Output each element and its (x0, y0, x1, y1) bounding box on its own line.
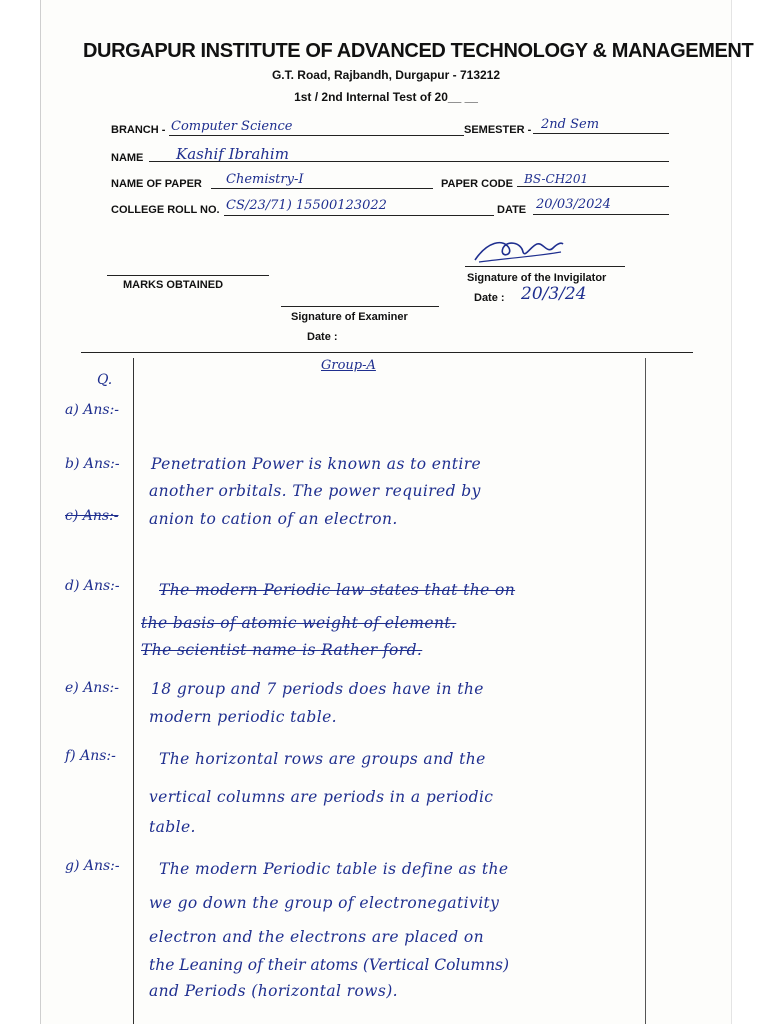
invigilator-date-value: 20/3/24 (521, 284, 587, 304)
answer-g-line3: electron and the electrons are placed on (149, 928, 484, 946)
examiner-label: Signature of Examiner (291, 311, 408, 323)
roll-value: CS/23/71) 15500123022 (226, 198, 387, 213)
paper-underline (211, 188, 433, 189)
answer-g-line1: The modern Periodic table is define as the (159, 860, 509, 878)
answer-d-line3: The scientist name is Rather ford. (141, 641, 423, 659)
date-value: 20/03/2024 (536, 197, 611, 212)
answer-c-label: c) Ans:- (65, 508, 119, 524)
semester-value: 2nd Sem (541, 117, 600, 132)
answer-d-line2: the basis of atomic weight of element. (141, 614, 457, 632)
name-underline (149, 161, 669, 162)
answer-e-line1: 18 group and 7 periods does have in the (151, 680, 484, 698)
answer-d-line1: The modern Periodic law states that the on (159, 581, 516, 599)
header-separator (81, 352, 693, 353)
marks-line (107, 275, 269, 276)
group-heading: Group-A (321, 358, 376, 373)
branch-value: Computer Science (171, 119, 293, 134)
answer-g-line5: and Periods (horizontal rows). (149, 982, 398, 1000)
semester-label: SEMESTER - (464, 124, 532, 136)
answer-margin-line (133, 358, 134, 1024)
paper-label: NAME OF PAPER (111, 178, 202, 190)
answer-d-label: d) Ans:- (65, 578, 120, 594)
invigilator-signature (469, 232, 565, 268)
answer-b-line2: another orbitals. The power required by (149, 482, 481, 500)
test-title: 1st / 2nd Internal Test of 20__ __ (294, 90, 478, 104)
paper-value: Chemistry-I (226, 172, 304, 187)
name-label: NAME (111, 152, 144, 164)
invigilator-sign-line (465, 266, 625, 267)
answer-b-line1: Penetration Power is known as to entire (151, 455, 482, 473)
answer-f-line2: vertical columns are periods in a periodic (149, 788, 494, 806)
paper-code-label: PAPER CODE (441, 178, 513, 190)
answer-f-line1: The horizontal rows are groups and the (159, 750, 486, 768)
roll-label: COLLEGE ROLL NO. (111, 204, 220, 216)
examiner-date-label: Date : (307, 331, 338, 343)
semester-underline (533, 133, 669, 134)
roll-underline (224, 215, 494, 216)
name-value: Kashif Ibrahim (176, 145, 289, 163)
marks-label: MARKS OBTAINED (123, 279, 224, 291)
date-label: DATE (497, 204, 527, 216)
branch-underline (169, 135, 464, 136)
branch-label: BRANCH - (111, 124, 166, 136)
date-underline (533, 214, 669, 215)
paper-code-value: BS-CH201 (524, 172, 589, 186)
invigilator-label: Signature of the Invigilator (467, 272, 607, 284)
institute-address: G.T. Road, Rajbandh, Durgapur - 713212 (271, 68, 501, 82)
answer-f-label: f) Ans:- (65, 748, 116, 764)
answer-e-label: e) Ans:- (65, 680, 119, 696)
institute-title: DURGAPUR INSTITUTE OF ADVANCED TECHNOLOGY & MANAGEMENT (83, 40, 754, 62)
answer-e-line2: modern periodic table. (149, 708, 337, 726)
answer-g-label: g) Ans:- (65, 858, 120, 874)
answer-g-line4: the Leaning of their atoms (Vertical Columns) (149, 956, 510, 974)
invigilator-date-label: Date : (474, 292, 505, 304)
examiner-sign-line (281, 306, 439, 307)
answer-c-line1: anion to cation of an electron. (149, 510, 398, 528)
exam-sheet (40, 0, 754, 1024)
paper-code-underline (517, 186, 669, 187)
answer-f-line3: table. (149, 818, 196, 836)
answer-b-label: b) Ans:- (65, 456, 120, 472)
answer-a-label: a) Ans:- (65, 402, 120, 418)
question-label: Q. (97, 372, 113, 388)
answer-right-margin (645, 358, 646, 1024)
answer-g-line2: we go down the group of electronegativity (149, 894, 500, 912)
